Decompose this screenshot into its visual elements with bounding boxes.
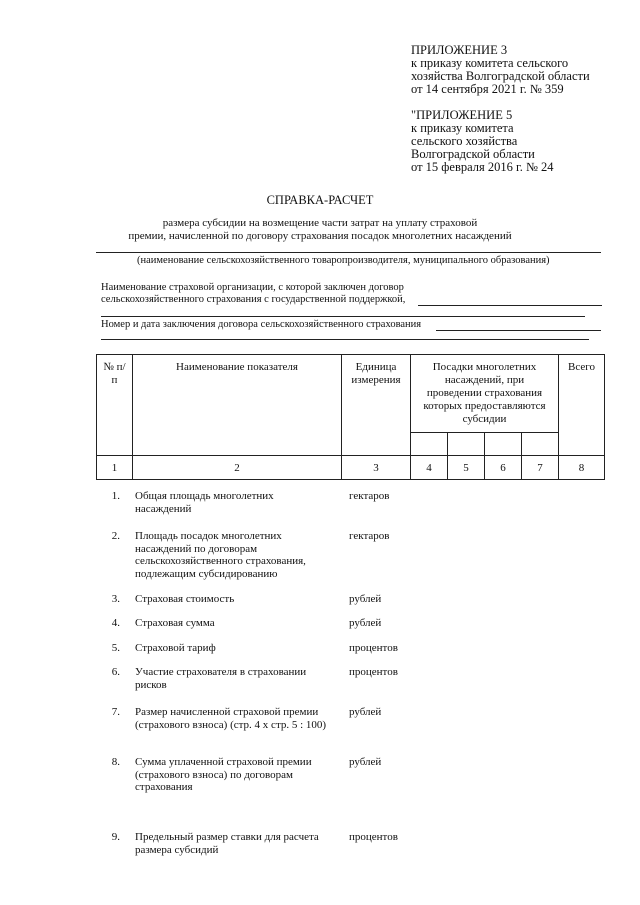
row-label: Площадь посадок многолетних насаждений по договорам сельскохозяйственного страхования, подлежащим субсидированию: [135, 530, 306, 580]
index-cell: 6: [485, 456, 522, 480]
contract-label: Номер и дата заключения договора сельскохозяйственного страхования: [101, 319, 422, 330]
appendix-3-line: хозяйства Волгоградской области: [411, 69, 590, 83]
row-unit: гектаров: [349, 490, 390, 502]
sub-col-6: [485, 433, 522, 456]
appendix-5-date: от 15 февраля 2016 г. № 24: [411, 160, 554, 174]
table-header: [96, 354, 605, 480]
document-subtitle-2: премии, начисленной по договору страхования посадок многолетних насаждений: [128, 230, 512, 242]
index-cell: 8: [559, 456, 605, 480]
row-unit: рублей: [349, 706, 382, 718]
index-cell: 1: [97, 456, 133, 480]
index-cell: 4: [411, 456, 448, 480]
document-title: СПРАВКА-РАСЧЕТ: [266, 193, 374, 207]
appendix-3-date: от 14 сентября 2021 г. № 359: [411, 82, 564, 96]
contract-field[interactable]: [436, 330, 601, 331]
producer-caption: (наименование сельскохозяйственного товаропроизводителя, муниципального образования): [137, 255, 550, 266]
col-name-header: Наименование показателя: [133, 355, 342, 456]
insurer-name-field-2[interactable]: [101, 316, 585, 317]
appendix-3-line: к приказу комитета сельского: [411, 56, 569, 70]
appendix-3-title: ПРИЛОЖЕНИЕ 3: [411, 43, 508, 57]
row-unit: процентов: [349, 666, 398, 678]
row-label: Общая площадь многолетних насаждений: [135, 490, 274, 515]
index-cell: 5: [448, 456, 485, 480]
appendix-5-line: Волгоградской области: [411, 147, 535, 161]
row-number: 6.: [111, 666, 120, 678]
row-unit: рублей: [349, 593, 382, 605]
appendix-3-block: [411, 44, 590, 96]
row-unit: рублей: [349, 756, 382, 768]
row-label: Размер начисленной страховой премии (страхового взноса) (стр. 4 х стр. 5 : 100): [135, 706, 327, 731]
row-number: 1.: [111, 490, 120, 502]
insurer-label-2: сельскохозяйственного страхования с государственной поддержкой,: [101, 294, 406, 305]
row-unit: рублей: [349, 617, 382, 629]
appendix-5-line: сельского хозяйства: [411, 134, 518, 148]
col-total-header: Всего: [559, 355, 605, 456]
row-number: 7.: [111, 706, 120, 718]
appendix-5-block: [411, 109, 554, 174]
appendix-5-line: к приказу комитета: [411, 121, 514, 135]
row-label: Предельный размер ставки для расчета размера субсидий: [135, 831, 319, 856]
col-unit-header: Единица измерения: [342, 355, 411, 456]
index-cell: 2: [133, 456, 342, 480]
row-number: 2.: [111, 530, 120, 542]
row-label: Участие страхователя в страховании рисков: [135, 666, 307, 691]
row-number: 4.: [111, 617, 120, 629]
col-group-header: Посадки многолетних насаждений, при проведении страхования которых предоставляются субсидии: [411, 355, 559, 433]
sub-col-7: [522, 433, 559, 456]
row-number: 9.: [111, 831, 120, 843]
row-number: 3.: [111, 593, 120, 605]
row-label: Страховой тариф: [135, 642, 216, 654]
producer-name-line[interactable]: [96, 252, 601, 253]
row-number: 8.: [111, 756, 120, 768]
sub-col-5: [448, 433, 485, 456]
row-number: 5.: [111, 642, 120, 654]
contract-field-2[interactable]: [101, 339, 589, 340]
insurer-label-1: Наименование страховой организации, с которой заключен договор: [101, 282, 404, 293]
row-label: Сумма уплаченной страховой премии (страхового взноса) по договорам страхования: [135, 756, 312, 793]
index-cell: 3: [342, 456, 411, 480]
col-num-header: № п/п: [97, 355, 133, 456]
row-label: Страховая стоимость: [135, 593, 235, 605]
insurer-name-field[interactable]: [418, 305, 602, 306]
row-label: Страховая сумма: [135, 617, 215, 629]
sub-col-4: [411, 433, 448, 456]
row-unit: процентов: [349, 831, 398, 843]
row-unit: гектаров: [349, 530, 390, 542]
index-cell: 7: [522, 456, 559, 480]
appendix-5-title: "ПРИЛОЖЕНИЕ 5: [411, 108, 513, 122]
row-unit: процентов: [349, 642, 398, 654]
document-subtitle-1: размера субсидии на возмещение части затрат на уплату страховой: [162, 217, 478, 229]
